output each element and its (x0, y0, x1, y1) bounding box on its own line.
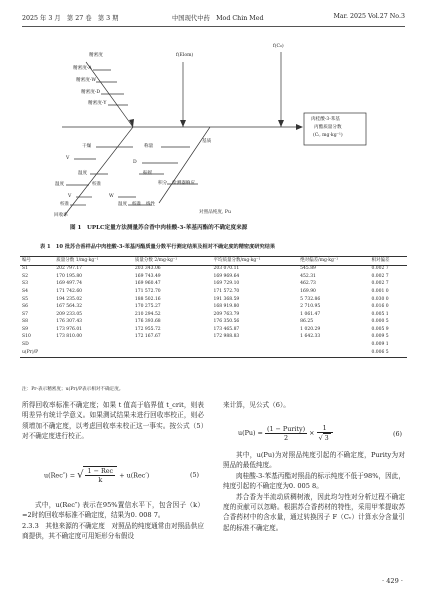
table-cell: 169 960.47 (134, 281, 161, 287)
table-cell: u(Pr)/P (20, 349, 54, 357)
page-number: · 429 · (382, 577, 403, 585)
table-cell: 171 572.70 (213, 288, 240, 294)
right-paragraph-3: 肉桂酸-3-苯基丙酯对照品的标示纯度不低于98%，因此，纯度引起的不确定度为0. 005 8。 (223, 471, 405, 491)
table-cell: 172 167.67 (134, 334, 161, 340)
table-row (20, 296, 407, 304)
table-caption: 表 1 10 批苏合香样品中肉桂酸-3-苯基丙酯质量分数平行测定结果及相对不确定度的精密度研究结果 (40, 244, 276, 250)
table-cell (212, 342, 299, 350)
table-cell: S7 (22, 311, 28, 317)
right-column-2 (223, 450, 405, 533)
formula-6-times: × (309, 429, 315, 437)
table-cell: 545.89 (300, 266, 316, 272)
table-cell: 203 343.06 (134, 266, 161, 272)
table-row (20, 342, 407, 350)
table-row (20, 304, 407, 312)
formula-5-lhs: u(Rec″) = (44, 471, 76, 480)
left-paragraph-2: 式中，u(Rec″) 表示在95%置信水平下，包含因子（k）=2时的回收率标准不确定度，结果为0. 008 7。 (22, 501, 204, 520)
table-row (20, 326, 407, 334)
table-cell: S9 (22, 326, 28, 332)
table-row (20, 273, 407, 281)
formula-5: u(Rec″) = √ $\frac{\text{1 − Rec}}{k}$ + u(Rec′) (44, 467, 150, 484)
table-cell: 0.005 1 (371, 311, 389, 317)
table-cell: 188 502.16 (134, 296, 161, 302)
table-cell: 0.002 7 (371, 281, 389, 287)
label-weigh: 称量 (144, 144, 154, 149)
label-detector: 检测器响应 (172, 181, 195, 186)
table-cell: 167 564.32 (56, 304, 83, 310)
precision-table (20, 256, 407, 358)
table-cell: 5 732.86 (300, 296, 321, 302)
result-line-3: (Cᵢ, mg·kg⁻¹) (313, 133, 343, 138)
header-journal: 中国现代中药 Mod Chin Med (172, 15, 264, 22)
label-precision-y: 精密度-Y (88, 101, 107, 106)
col-absdev: 绝对偏差/mg·kg⁻¹ (298, 257, 369, 266)
table-cell: 171 572.70 (134, 288, 161, 294)
table-cell: S5 (22, 296, 28, 302)
table-header-row (20, 257, 407, 266)
left-paragraph-3: 2.3.3 其他来源的不确定度 对照品的纯度通常由对照品供应商提供，其不确定度可用矩形分布假设 (22, 521, 204, 541)
label-precision: 精密度 (89, 53, 103, 58)
label-precision-a: 精密度-A (73, 66, 92, 71)
label-recovery: 回收率 (54, 213, 68, 218)
formula-6-number: (6) (393, 430, 403, 438)
right-paragraph-4: 苏合香为半流动质稠树液，因此均匀性对分析过程不确定度的贡献可以忽略。根据苏合香药材的特性，采用甲苯提取苏合香药材中的含水量，通过转换因子 F（Cᵥ）计算水分含量引起的标准不确定度。 (223, 492, 405, 532)
table-cell: 169 497.74 (56, 281, 83, 287)
table-cell (133, 349, 212, 357)
table-cell (298, 342, 369, 350)
table-cell: SD (22, 342, 29, 348)
table-cell: S4 (22, 288, 28, 294)
table-cell: 209 763.79 (213, 311, 240, 317)
formula-6-sqrt: 3 (324, 434, 329, 442)
result-line-2: 丙酯质量分数 (314, 125, 342, 130)
left-column-2 (22, 500, 204, 542)
table-row (20, 319, 407, 327)
header-volume: Mar. 2025 Vol.27 No.3 (333, 13, 405, 20)
table-cell (54, 349, 133, 357)
right-paragraph-1: 来计算，见公式（6）。 (223, 401, 290, 409)
col-reldev: 相对偏差 (369, 257, 407, 266)
table-row (20, 265, 407, 273)
table-cell: 0.005 9 (371, 326, 389, 332)
col-mass2: 质量分数 2/mg·kg⁻¹ (133, 257, 212, 266)
table-cell: 0.030 0 (371, 296, 389, 302)
table-row (20, 311, 407, 319)
table-cell: 0.002 7 (371, 266, 389, 272)
result-line-1: 肉桂酸-3-苯基 (311, 117, 340, 122)
table-cell: 170 275.27 (134, 304, 161, 310)
table-cell: S6 (22, 304, 28, 310)
table-cell: S3 (22, 281, 28, 287)
table-note: 注：Pr-表示精密度；u(Pr)/P表示相对不确定度。 (22, 387, 124, 392)
header-issue: 2025 年 3 月 第 27 卷 第 3 期 (22, 15, 119, 22)
table-cell: 194 235.02 (56, 296, 83, 302)
table-cell: 169.90 (300, 288, 316, 294)
table-cell: 172 988.83 (213, 334, 240, 340)
formula-6-den: 2 (284, 433, 289, 442)
table-cell: 202 797.17 (56, 266, 83, 272)
formula-6-num: (1 − Purity) (266, 424, 306, 433)
label-f-elom: f(Elom) (176, 53, 194, 58)
table-cell: 172 955.72 (134, 326, 161, 332)
label-d: D (133, 160, 137, 165)
table-cell: 86.25 (300, 319, 314, 325)
table-cell: 1 642.33 (300, 334, 321, 340)
table-cell: 171 742.60 (56, 288, 83, 294)
label-integration: 积分 (158, 181, 168, 186)
formula-6-lhs: u(Pu) = (238, 429, 263, 437)
label-v2: V (68, 194, 72, 199)
table-cell: 1 061.47 (300, 311, 321, 317)
table-row (20, 281, 407, 289)
left-paragraph-1: 所得回收率标准不确定度；如果 t 值高于临界值 t_crit，则表明差异有统计学意义。如果测试结果未进行回收率校正，则必须增加不确定度，以考虑回收率未校正这一事实。按公式（5）对不确定度进行校正。 (22, 401, 204, 441)
label-dry: 干燥 (82, 144, 92, 149)
table-cell: S1 (22, 266, 28, 272)
table-cell: 0.009 1 (371, 342, 389, 348)
table-cell: 173 976.01 (56, 326, 83, 332)
table-cell: 176 307.43 (56, 319, 83, 325)
col-mean: 平均质量分数/mg·kg⁻¹ (212, 257, 299, 266)
col-mass1: 质量分数 1/mg·kg⁻¹ (54, 257, 133, 266)
table-cell: S10 (22, 334, 31, 340)
right-paragraph-2: 其中，u(Pu)为对照品纯度引起的不确定度，Purity为对照品的最低纯度。 (223, 451, 405, 470)
left-column (22, 400, 204, 442)
right-column (223, 400, 405, 410)
table-cell: 0.016 0 (371, 304, 389, 310)
label-shake: 振摇 (143, 171, 153, 176)
label-v1: V (66, 156, 70, 161)
table-cell: S2 (22, 273, 28, 279)
label-calib3: 校准 (132, 202, 142, 207)
table-cell: 169 729.10 (213, 281, 240, 287)
table-row (20, 349, 407, 357)
label-precision-w: 精密度-W (76, 78, 97, 83)
label-temp2: 温度 (55, 182, 65, 187)
label-temp3: 温度 (118, 202, 128, 207)
table-cell: 0.001 0 (371, 288, 389, 294)
table-cell: 1 020.29 (300, 326, 321, 332)
label-temp1: 温度 (78, 171, 88, 176)
table-row (20, 288, 407, 296)
table-cell: 169 743.49 (134, 273, 161, 279)
label-w: W (109, 194, 114, 199)
table-cell: 176 350.56 (213, 319, 240, 325)
table-cell (212, 349, 299, 357)
table-cell: 203 070.11 (213, 266, 240, 272)
formula-5-number: (5) (190, 471, 200, 479)
table-cell: 209 233.05 (56, 311, 83, 317)
table-cell: 0.000 5 (371, 319, 389, 325)
table-cell (133, 342, 212, 350)
table-cell: 168 919.80 (213, 304, 240, 310)
table-cell: 210 294.52 (134, 311, 161, 317)
table-cell: S8 (22, 319, 28, 325)
formula-5-den: k (98, 476, 103, 484)
table-cell: 170 195.80 (56, 273, 83, 279)
label-purity: 对照品纯度, Pu (199, 210, 231, 215)
formula-6-frac2-num: 1 (317, 424, 333, 433)
table-cell: 173 465.87 (213, 326, 240, 332)
table-cell: 452.31 (300, 273, 316, 279)
label-calib1: 校准 (92, 182, 102, 187)
col-id: 编号 (20, 257, 54, 266)
table-cell: 191 368.59 (213, 296, 240, 302)
table-cell: 173 810.00 (56, 334, 83, 340)
formula-5-tail: + u(Rec′) (119, 471, 150, 480)
table-cell: 169 969.64 (213, 273, 240, 279)
label-matrix: 基质 (202, 139, 212, 144)
formula-6: u(Pu) = $\frac{\text{(1 − Purity)}}{2}$ × $\frac{1}{√ 3}$ (238, 424, 333, 442)
label-linear: 线性 (146, 202, 156, 207)
table-cell: 0.002 7 (371, 273, 389, 279)
label-precision-d: 精密度-D (81, 90, 101, 95)
figure-caption: 图 1 UPLC定量方法测量苏合香中肉桂酸-3-苯基丙酯的不确定度来源 (70, 225, 248, 231)
label-calib2: 校准 (60, 202, 70, 207)
table-row (20, 334, 407, 342)
label-f-c0: f(C₀) (273, 44, 284, 49)
formula-5-num: 1 − Rec (87, 467, 114, 475)
table-cell (298, 349, 369, 357)
table-cell (54, 342, 133, 350)
table-cell: 2 710.95 (300, 304, 321, 310)
table-cell: 462.73 (300, 281, 316, 287)
table-cell: 0.006 5 (369, 349, 407, 357)
table-cell: 0.009 5 (371, 334, 389, 340)
table-cell: 176 393.68 (134, 319, 161, 325)
